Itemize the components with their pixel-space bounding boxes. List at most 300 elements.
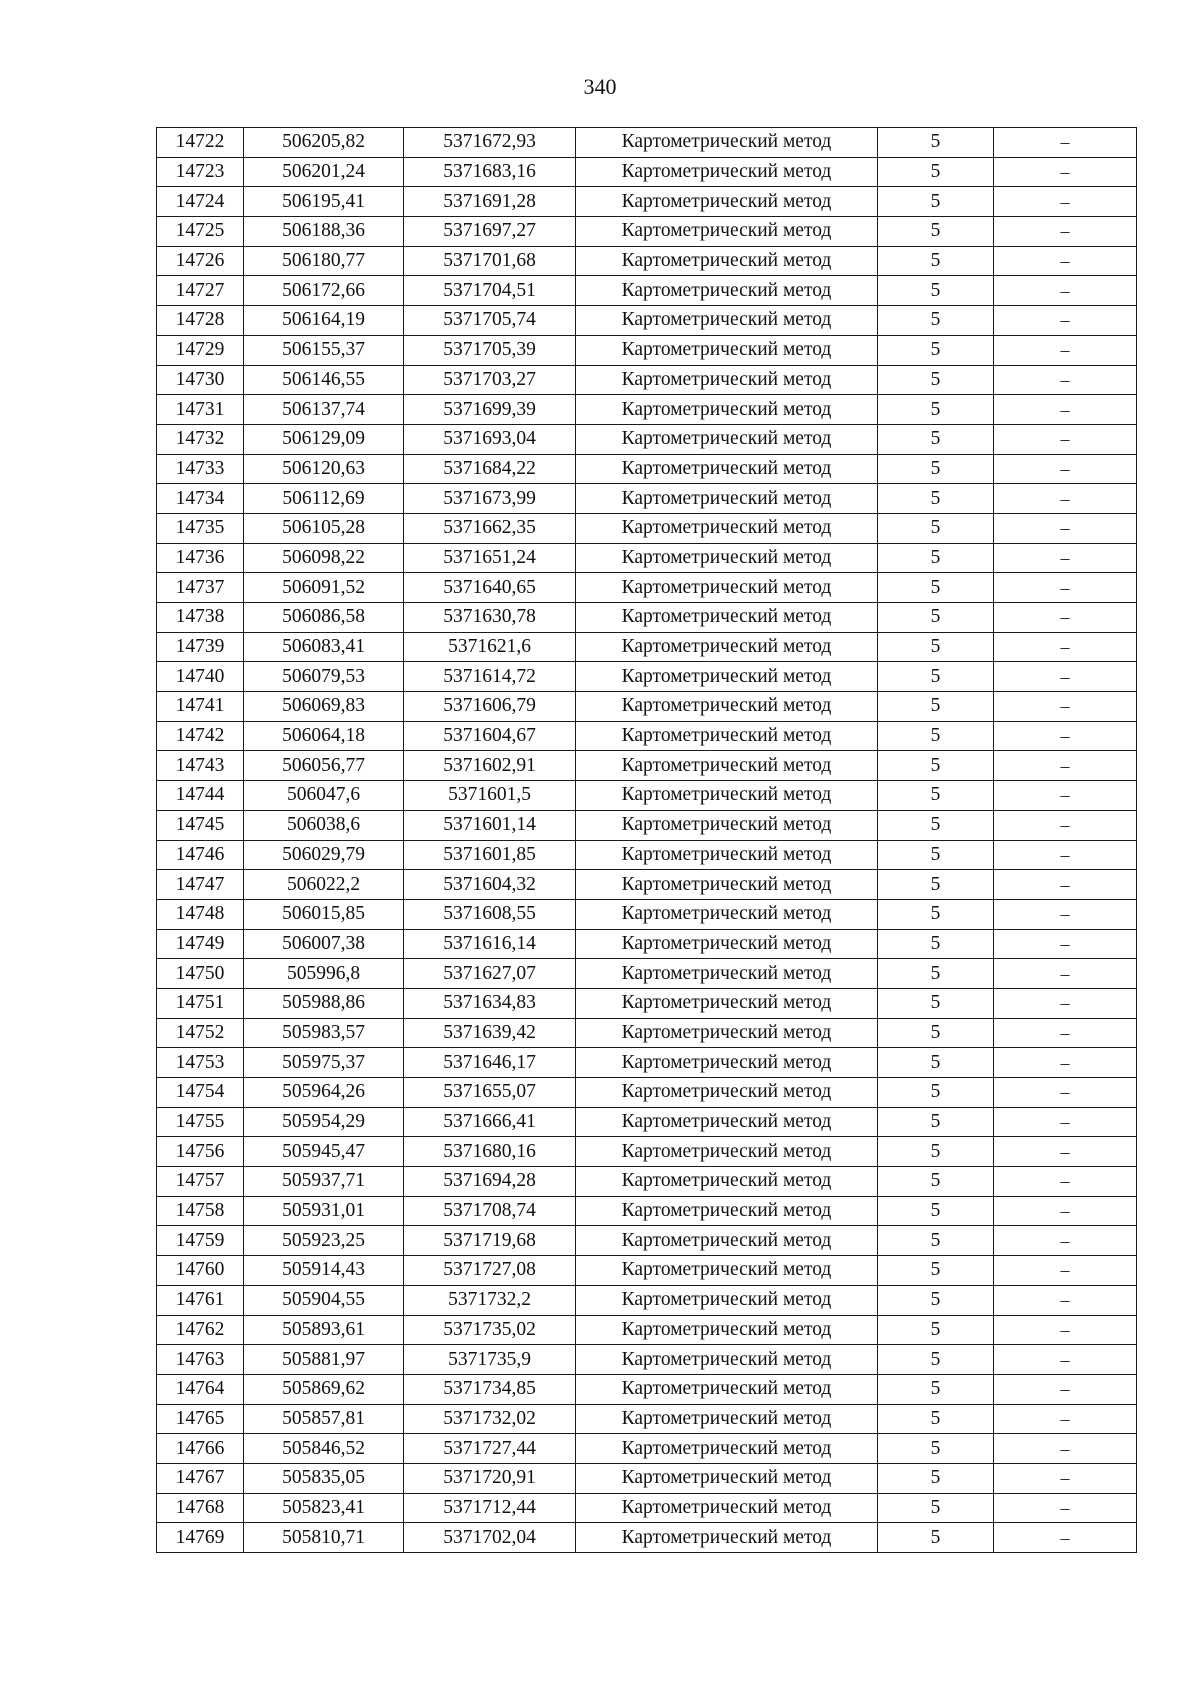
y-coordinate-cell: 5371672,93 [404, 128, 576, 158]
method-cell: Картометрический метод [576, 929, 878, 959]
description-cell: – [994, 484, 1137, 514]
table-row [157, 157, 1137, 187]
table-row [157, 217, 1137, 247]
point-number-cell: 14734 [157, 484, 244, 514]
point-number-cell: 14744 [157, 781, 244, 811]
y-coordinate-cell: 5371712,44 [404, 1493, 576, 1523]
accuracy-cell: 5 [878, 1226, 994, 1256]
table-row [157, 1345, 1137, 1375]
y-coordinate-cell: 5371684,22 [404, 454, 576, 484]
y-coordinate-cell: 5371708,74 [404, 1196, 576, 1226]
accuracy-cell: 5 [878, 929, 994, 959]
x-coordinate-cell: 505996,8 [244, 959, 404, 989]
y-coordinate-cell: 5371697,27 [404, 217, 576, 247]
description-cell: – [994, 365, 1137, 395]
description-cell: – [994, 1374, 1137, 1404]
description-cell: – [994, 335, 1137, 365]
point-number-cell: 14760 [157, 1256, 244, 1286]
accuracy-cell: 5 [878, 721, 994, 751]
accuracy-cell: 5 [878, 870, 994, 900]
coordinates-table [156, 127, 1137, 1553]
method-cell: Картометрический метод [576, 365, 878, 395]
point-number-cell: 14723 [157, 157, 244, 187]
table-row [157, 1315, 1137, 1345]
method-cell: Картометрический метод [576, 128, 878, 158]
description-cell: – [994, 513, 1137, 543]
x-coordinate-cell: 506180,77 [244, 246, 404, 276]
x-coordinate-cell: 505835,05 [244, 1463, 404, 1493]
table-row [157, 306, 1137, 336]
point-number-cell: 14731 [157, 395, 244, 425]
table-row [157, 1078, 1137, 1108]
y-coordinate-cell: 5371640,65 [404, 573, 576, 603]
description-cell: – [994, 454, 1137, 484]
description-cell: – [994, 751, 1137, 781]
description-cell: – [994, 1315, 1137, 1345]
description-cell: – [994, 217, 1137, 247]
y-coordinate-cell: 5371705,74 [404, 306, 576, 336]
accuracy-cell: 5 [878, 128, 994, 158]
method-cell: Картометрический метод [576, 1107, 878, 1137]
point-number-cell: 14728 [157, 306, 244, 336]
accuracy-cell: 5 [878, 810, 994, 840]
table-row [157, 454, 1137, 484]
table-row [157, 1048, 1137, 1078]
x-coordinate-cell: 505810,71 [244, 1523, 404, 1553]
accuracy-cell: 5 [878, 513, 994, 543]
coordinates-table-body [157, 128, 1137, 1553]
y-coordinate-cell: 5371734,85 [404, 1374, 576, 1404]
point-number-cell: 14769 [157, 1523, 244, 1553]
x-coordinate-cell: 506195,41 [244, 187, 404, 217]
x-coordinate-cell: 506029,79 [244, 840, 404, 870]
point-number-cell: 14722 [157, 128, 244, 158]
description-cell: – [994, 573, 1137, 603]
x-coordinate-cell: 506164,19 [244, 306, 404, 336]
method-cell: Картометрический метод [576, 217, 878, 247]
x-coordinate-cell: 506112,69 [244, 484, 404, 514]
description-cell: – [994, 1048, 1137, 1078]
y-coordinate-cell: 5371630,78 [404, 603, 576, 633]
accuracy-cell: 5 [878, 1048, 994, 1078]
y-coordinate-cell: 5371720,91 [404, 1463, 576, 1493]
method-cell: Картометрический метод [576, 1226, 878, 1256]
point-number-cell: 14739 [157, 632, 244, 662]
description-cell: – [994, 1167, 1137, 1197]
point-number-cell: 14748 [157, 899, 244, 929]
point-number-cell: 14743 [157, 751, 244, 781]
point-number-cell: 14759 [157, 1226, 244, 1256]
description-cell: – [994, 246, 1137, 276]
x-coordinate-cell: 505881,97 [244, 1345, 404, 1375]
x-coordinate-cell: 505904,55 [244, 1285, 404, 1315]
point-number-cell: 14746 [157, 840, 244, 870]
description-cell: – [994, 870, 1137, 900]
table-row [157, 1404, 1137, 1434]
method-cell: Картометрический метод [576, 395, 878, 425]
x-coordinate-cell: 506091,52 [244, 573, 404, 603]
x-coordinate-cell: 506105,28 [244, 513, 404, 543]
x-coordinate-cell: 506155,37 [244, 335, 404, 365]
method-cell: Картометрический метод [576, 721, 878, 751]
accuracy-cell: 5 [878, 1078, 994, 1108]
table-row [157, 899, 1137, 929]
table-row [157, 692, 1137, 722]
y-coordinate-cell: 5371732,02 [404, 1404, 576, 1434]
y-coordinate-cell: 5371673,99 [404, 484, 576, 514]
y-coordinate-cell: 5371691,28 [404, 187, 576, 217]
description-cell: – [994, 840, 1137, 870]
description-cell: – [994, 1404, 1137, 1434]
y-coordinate-cell: 5371627,07 [404, 959, 576, 989]
y-coordinate-cell: 5371701,68 [404, 246, 576, 276]
description-cell: – [994, 603, 1137, 633]
y-coordinate-cell: 5371604,67 [404, 721, 576, 751]
table-row [157, 395, 1137, 425]
accuracy-cell: 5 [878, 217, 994, 247]
table-row [157, 128, 1137, 158]
y-coordinate-cell: 5371662,35 [404, 513, 576, 543]
accuracy-cell: 5 [878, 1493, 994, 1523]
y-coordinate-cell: 5371683,16 [404, 157, 576, 187]
method-cell: Картометрический метод [576, 1345, 878, 1375]
y-coordinate-cell: 5371732,2 [404, 1285, 576, 1315]
accuracy-cell: 5 [878, 603, 994, 633]
x-coordinate-cell: 506086,58 [244, 603, 404, 633]
method-cell: Картометрический метод [576, 424, 878, 454]
table-row [157, 187, 1137, 217]
point-number-cell: 14750 [157, 959, 244, 989]
accuracy-cell: 5 [878, 1404, 994, 1434]
point-number-cell: 14757 [157, 1167, 244, 1197]
y-coordinate-cell: 5371601,85 [404, 840, 576, 870]
method-cell: Картометрический метод [576, 1137, 878, 1167]
accuracy-cell: 5 [878, 187, 994, 217]
x-coordinate-cell: 506083,41 [244, 632, 404, 662]
description-cell: – [994, 810, 1137, 840]
description-cell: – [994, 781, 1137, 811]
table-row [157, 1434, 1137, 1464]
x-coordinate-cell: 505857,81 [244, 1404, 404, 1434]
description-cell: – [994, 543, 1137, 573]
table-row [157, 513, 1137, 543]
table-row [157, 1226, 1137, 1256]
x-coordinate-cell: 506120,63 [244, 454, 404, 484]
method-cell: Картометрический метод [576, 1048, 878, 1078]
y-coordinate-cell: 5371651,24 [404, 543, 576, 573]
x-coordinate-cell: 506047,6 [244, 781, 404, 811]
table-row [157, 1523, 1137, 1553]
method-cell: Картометрический метод [576, 246, 878, 276]
table-row [157, 781, 1137, 811]
accuracy-cell: 5 [878, 1256, 994, 1286]
description-cell: – [994, 1196, 1137, 1226]
x-coordinate-cell: 506064,18 [244, 721, 404, 751]
point-number-cell: 14747 [157, 870, 244, 900]
accuracy-cell: 5 [878, 335, 994, 365]
y-coordinate-cell: 5371680,16 [404, 1137, 576, 1167]
x-coordinate-cell: 506205,82 [244, 128, 404, 158]
method-cell: Картометрический метод [576, 573, 878, 603]
method-cell: Картометрический метод [576, 1523, 878, 1553]
table-row [157, 484, 1137, 514]
table-row [157, 662, 1137, 692]
x-coordinate-cell: 506038,6 [244, 810, 404, 840]
accuracy-cell: 5 [878, 988, 994, 1018]
method-cell: Картометрический метод [576, 484, 878, 514]
point-number-cell: 14733 [157, 454, 244, 484]
point-number-cell: 14758 [157, 1196, 244, 1226]
y-coordinate-cell: 5371646,17 [404, 1048, 576, 1078]
accuracy-cell: 5 [878, 632, 994, 662]
method-cell: Картометрический метод [576, 988, 878, 1018]
point-number-cell: 14767 [157, 1463, 244, 1493]
description-cell: – [994, 959, 1137, 989]
y-coordinate-cell: 5371694,28 [404, 1167, 576, 1197]
y-coordinate-cell: 5371601,14 [404, 810, 576, 840]
description-cell: – [994, 899, 1137, 929]
accuracy-cell: 5 [878, 543, 994, 573]
table-row [157, 1256, 1137, 1286]
accuracy-cell: 5 [878, 692, 994, 722]
x-coordinate-cell: 505937,71 [244, 1167, 404, 1197]
x-coordinate-cell: 506188,36 [244, 217, 404, 247]
description-cell: – [994, 1345, 1137, 1375]
y-coordinate-cell: 5371705,39 [404, 335, 576, 365]
point-number-cell: 14735 [157, 513, 244, 543]
method-cell: Картометрический метод [576, 513, 878, 543]
accuracy-cell: 5 [878, 662, 994, 692]
accuracy-cell: 5 [878, 840, 994, 870]
description-cell: – [994, 395, 1137, 425]
table-row [157, 988, 1137, 1018]
method-cell: Картометрический метод [576, 306, 878, 336]
x-coordinate-cell: 506007,38 [244, 929, 404, 959]
method-cell: Картометрический метод [576, 1196, 878, 1226]
accuracy-cell: 5 [878, 1018, 994, 1048]
x-coordinate-cell: 506201,24 [244, 157, 404, 187]
x-coordinate-cell: 506022,2 [244, 870, 404, 900]
point-number-cell: 14762 [157, 1315, 244, 1345]
x-coordinate-cell: 505964,26 [244, 1078, 404, 1108]
table-row [157, 424, 1137, 454]
table-row [157, 603, 1137, 633]
y-coordinate-cell: 5371608,55 [404, 899, 576, 929]
method-cell: Картометрический метод [576, 781, 878, 811]
point-number-cell: 14724 [157, 187, 244, 217]
accuracy-cell: 5 [878, 1523, 994, 1553]
x-coordinate-cell: 505893,61 [244, 1315, 404, 1345]
table-row [157, 365, 1137, 395]
y-coordinate-cell: 5371616,14 [404, 929, 576, 959]
method-cell: Картометрический метод [576, 454, 878, 484]
point-number-cell: 14755 [157, 1107, 244, 1137]
y-coordinate-cell: 5371699,39 [404, 395, 576, 425]
point-number-cell: 14725 [157, 217, 244, 247]
accuracy-cell: 5 [878, 781, 994, 811]
y-coordinate-cell: 5371719,68 [404, 1226, 576, 1256]
point-number-cell: 14726 [157, 246, 244, 276]
point-number-cell: 14736 [157, 543, 244, 573]
y-coordinate-cell: 5371602,91 [404, 751, 576, 781]
y-coordinate-cell: 5371601,5 [404, 781, 576, 811]
table-row [157, 929, 1137, 959]
description-cell: – [994, 988, 1137, 1018]
description-cell: – [994, 632, 1137, 662]
x-coordinate-cell: 505823,41 [244, 1493, 404, 1523]
x-coordinate-cell: 506079,53 [244, 662, 404, 692]
method-cell: Картометрический метод [576, 959, 878, 989]
x-coordinate-cell: 505988,86 [244, 988, 404, 1018]
method-cell: Картометрический метод [576, 543, 878, 573]
description-cell: – [994, 187, 1137, 217]
point-number-cell: 14765 [157, 1404, 244, 1434]
accuracy-cell: 5 [878, 1463, 994, 1493]
description-cell: – [994, 1226, 1137, 1256]
method-cell: Картометрический метод [576, 840, 878, 870]
accuracy-cell: 5 [878, 573, 994, 603]
description-cell: – [994, 128, 1137, 158]
method-cell: Картометрический метод [576, 1018, 878, 1048]
table-row [157, 573, 1137, 603]
table-row [157, 870, 1137, 900]
accuracy-cell: 5 [878, 1285, 994, 1315]
point-number-cell: 14749 [157, 929, 244, 959]
description-cell: – [994, 306, 1137, 336]
y-coordinate-cell: 5371702,04 [404, 1523, 576, 1553]
method-cell: Картометрический метод [576, 662, 878, 692]
x-coordinate-cell: 506172,66 [244, 276, 404, 306]
y-coordinate-cell: 5371614,72 [404, 662, 576, 692]
method-cell: Картометрический метод [576, 157, 878, 187]
x-coordinate-cell: 506098,22 [244, 543, 404, 573]
method-cell: Картометрический метод [576, 276, 878, 306]
y-coordinate-cell: 5371655,07 [404, 1078, 576, 1108]
accuracy-cell: 5 [878, 246, 994, 276]
accuracy-cell: 5 [878, 899, 994, 929]
y-coordinate-cell: 5371703,27 [404, 365, 576, 395]
point-number-cell: 14761 [157, 1285, 244, 1315]
point-number-cell: 14737 [157, 573, 244, 603]
accuracy-cell: 5 [878, 454, 994, 484]
table-row [157, 1463, 1137, 1493]
x-coordinate-cell: 506129,09 [244, 424, 404, 454]
description-cell: – [994, 1463, 1137, 1493]
method-cell: Картометрический метод [576, 1434, 878, 1464]
description-cell: – [994, 721, 1137, 751]
x-coordinate-cell: 505923,25 [244, 1226, 404, 1256]
method-cell: Картометрический метод [576, 1167, 878, 1197]
table-row [157, 1493, 1137, 1523]
accuracy-cell: 5 [878, 1315, 994, 1345]
x-coordinate-cell: 505846,52 [244, 1434, 404, 1464]
accuracy-cell: 5 [878, 1167, 994, 1197]
point-number-cell: 14752 [157, 1018, 244, 1048]
table-row [157, 543, 1137, 573]
point-number-cell: 14738 [157, 603, 244, 633]
description-cell: – [994, 157, 1137, 187]
y-coordinate-cell: 5371727,44 [404, 1434, 576, 1464]
y-coordinate-cell: 5371735,9 [404, 1345, 576, 1375]
table-row [157, 751, 1137, 781]
x-coordinate-cell: 505954,29 [244, 1107, 404, 1137]
table-row [157, 1285, 1137, 1315]
table-row [157, 1137, 1137, 1167]
point-number-cell: 14742 [157, 721, 244, 751]
description-cell: – [994, 1523, 1137, 1553]
accuracy-cell: 5 [878, 959, 994, 989]
x-coordinate-cell: 506015,85 [244, 899, 404, 929]
x-coordinate-cell: 505914,43 [244, 1256, 404, 1286]
table-row [157, 1196, 1137, 1226]
method-cell: Картометрический метод [576, 692, 878, 722]
method-cell: Картометрический метод [576, 603, 878, 633]
y-coordinate-cell: 5371693,04 [404, 424, 576, 454]
accuracy-cell: 5 [878, 1196, 994, 1226]
description-cell: – [994, 276, 1137, 306]
accuracy-cell: 5 [878, 1374, 994, 1404]
description-cell: – [994, 1493, 1137, 1523]
table-row [157, 1018, 1137, 1048]
y-coordinate-cell: 5371621,6 [404, 632, 576, 662]
point-number-cell: 14741 [157, 692, 244, 722]
description-cell: – [994, 1018, 1137, 1048]
x-coordinate-cell: 505975,37 [244, 1048, 404, 1078]
y-coordinate-cell: 5371606,79 [404, 692, 576, 722]
x-coordinate-cell: 505931,01 [244, 1196, 404, 1226]
table-row [157, 246, 1137, 276]
table-row [157, 959, 1137, 989]
accuracy-cell: 5 [878, 1137, 994, 1167]
table-row [157, 335, 1137, 365]
accuracy-cell: 5 [878, 1434, 994, 1464]
description-cell: – [994, 662, 1137, 692]
description-cell: – [994, 1137, 1137, 1167]
method-cell: Картометрический метод [576, 810, 878, 840]
point-number-cell: 14754 [157, 1078, 244, 1108]
accuracy-cell: 5 [878, 1345, 994, 1375]
table-row [157, 721, 1137, 751]
point-number-cell: 14727 [157, 276, 244, 306]
method-cell: Картометрический метод [576, 335, 878, 365]
description-cell: – [994, 1078, 1137, 1108]
description-cell: – [994, 1434, 1137, 1464]
table-row [157, 276, 1137, 306]
table-row [157, 1374, 1137, 1404]
y-coordinate-cell: 5371704,51 [404, 276, 576, 306]
x-coordinate-cell: 505983,57 [244, 1018, 404, 1048]
accuracy-cell: 5 [878, 484, 994, 514]
point-number-cell: 14745 [157, 810, 244, 840]
description-cell: – [994, 929, 1137, 959]
description-cell: – [994, 1285, 1137, 1315]
point-number-cell: 14729 [157, 335, 244, 365]
accuracy-cell: 5 [878, 1107, 994, 1137]
x-coordinate-cell: 506069,83 [244, 692, 404, 722]
accuracy-cell: 5 [878, 365, 994, 395]
accuracy-cell: 5 [878, 424, 994, 454]
x-coordinate-cell: 505945,47 [244, 1137, 404, 1167]
method-cell: Картометрический метод [576, 1493, 878, 1523]
accuracy-cell: 5 [878, 395, 994, 425]
y-coordinate-cell: 5371639,42 [404, 1018, 576, 1048]
accuracy-cell: 5 [878, 276, 994, 306]
accuracy-cell: 5 [878, 751, 994, 781]
description-cell: – [994, 424, 1137, 454]
accuracy-cell: 5 [878, 306, 994, 336]
method-cell: Картометрический метод [576, 1256, 878, 1286]
y-coordinate-cell: 5371727,08 [404, 1256, 576, 1286]
